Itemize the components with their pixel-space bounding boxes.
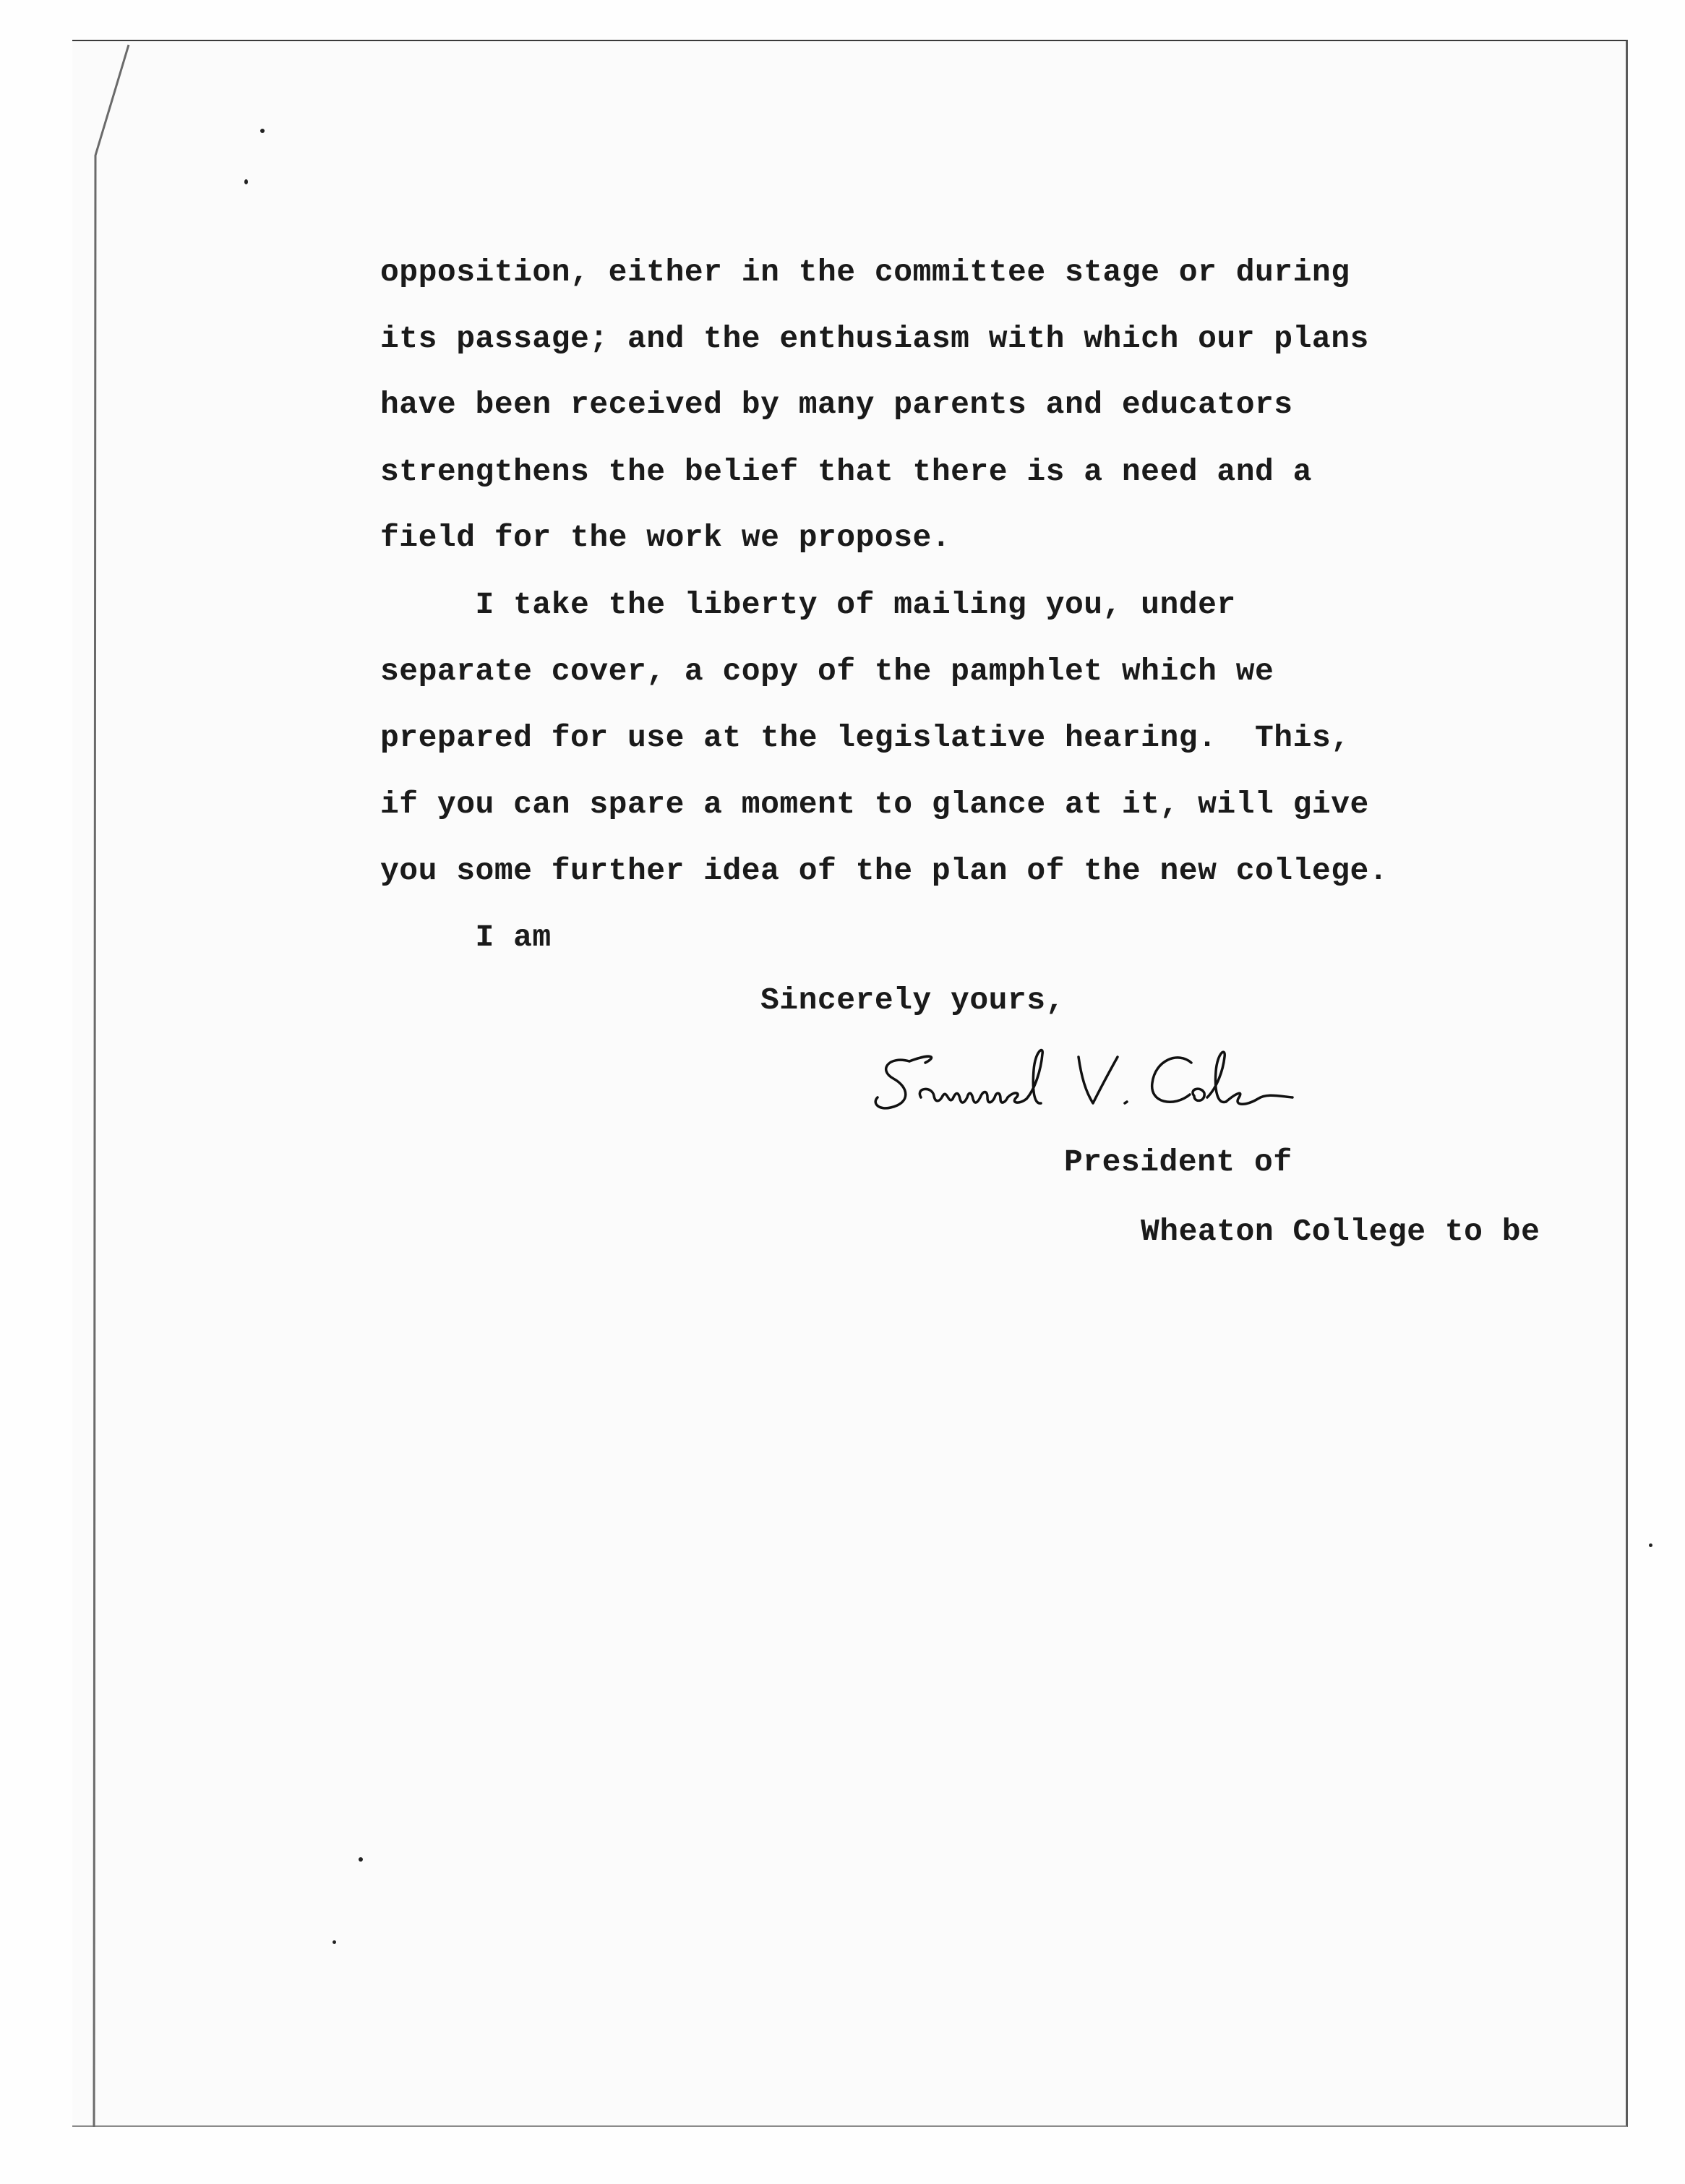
signatory-title: President of (1064, 1144, 1292, 1180)
body-line: separate cover, a copy of the pamphlet which we (380, 654, 1274, 689)
body-line: opposition, either in the committee stage or during (380, 254, 1350, 290)
body-line: I am (380, 920, 552, 955)
scan-speck (244, 179, 248, 184)
body-line: have been received by many parents and educators (380, 387, 1293, 422)
scan-speck (359, 1857, 363, 1862)
body-line: field for the work we propose. (380, 520, 951, 555)
scan-speck (260, 129, 265, 133)
body-line: I take the liberty of mailing you, under (380, 587, 1236, 622)
scan-speck (333, 1940, 336, 1944)
signatory-institution: Wheaton College to be (1141, 1214, 1540, 1249)
scan-speck (1649, 1543, 1652, 1547)
body-line: you some further idea of the plan of the new college. (380, 853, 1389, 888)
body-line: its passage; and the enthusiasm with which our plans (380, 321, 1369, 356)
body-line: strengthens the belief that there is a need and a (380, 454, 1312, 489)
closing-line: Sincerely yours, (760, 982, 1065, 1018)
body-line: if you can spare a moment to glance at it, will give (380, 787, 1369, 822)
signature (867, 1041, 1301, 1128)
body-line: prepared for use at the legislative hearing. This, (380, 720, 1350, 755)
